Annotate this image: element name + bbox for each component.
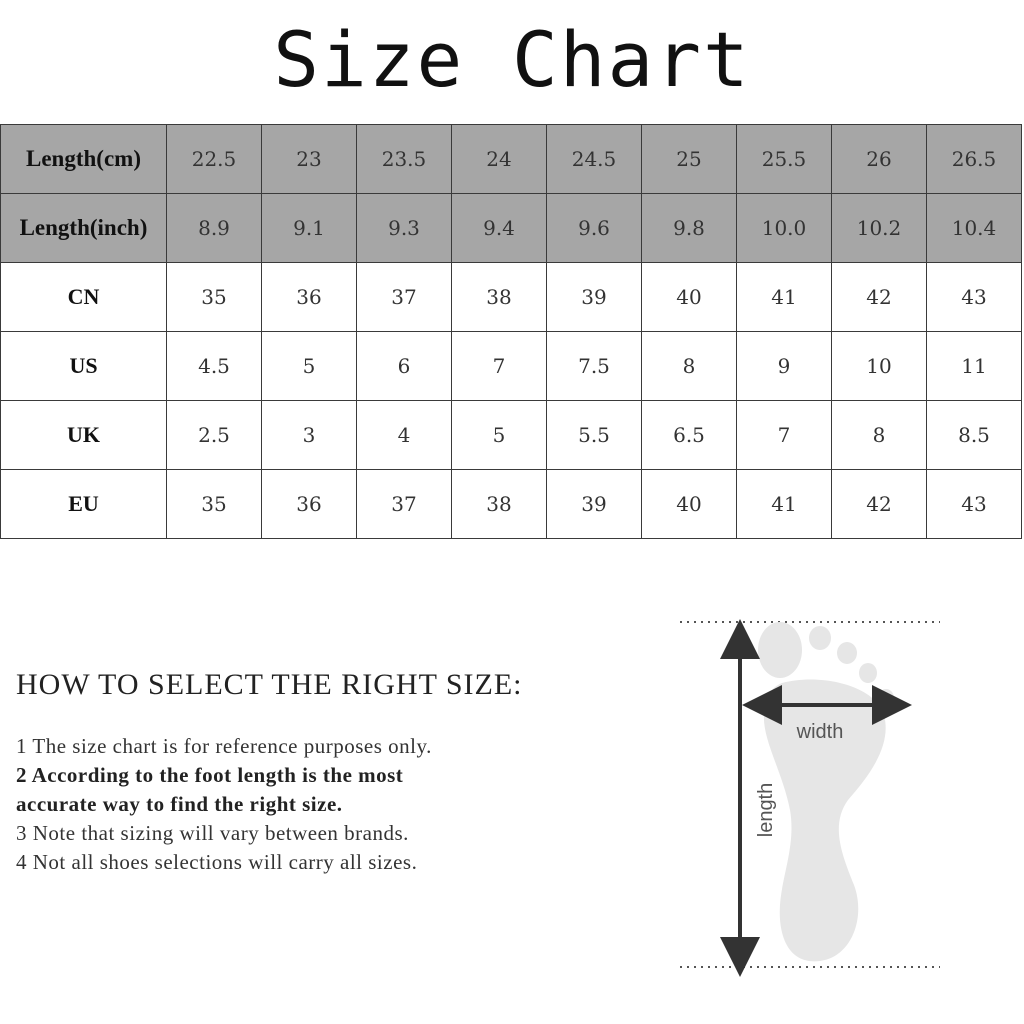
table-cell: 43 [927,263,1022,332]
table-cell: 38 [452,470,547,539]
table-cell: 23 [262,125,357,194]
table-cell: 39 [547,470,642,539]
tips-list [16,732,656,877]
table-cell: 39 [547,263,642,332]
table-cell: 8.5 [927,401,1022,470]
table-cell: 23.5 [357,125,452,194]
table-cell: 37 [357,470,452,539]
table-cell: 42 [832,263,927,332]
table-cell: 40 [642,263,737,332]
table-cell: 5 [452,401,547,470]
table-cell: 24.5 [547,125,642,194]
table-cell: 5 [262,332,357,401]
table-cell: 35 [167,470,262,539]
table-cell: 10.4 [927,194,1022,263]
footprint-icon [758,622,894,961]
table-cell: 37 [357,263,452,332]
table-cell: 11 [927,332,1022,401]
table-cell: 43 [927,470,1022,539]
table-cell: 10 [832,332,927,401]
table-cell: 8.9 [167,194,262,263]
table-row [1,194,1022,263]
table-cell: 8 [832,401,927,470]
row-header: EU [1,470,167,539]
foot-diagram [670,605,950,980]
table-cell: 4 [357,401,452,470]
table-cell: 9.1 [262,194,357,263]
table-cell: 7 [452,332,547,401]
row-header: CN [1,263,167,332]
table-cell: 6.5 [642,401,737,470]
tip-2: 2 According to the foot length is the most [16,763,404,787]
table-cell: 42 [832,470,927,539]
table-cell: 10.2 [832,194,927,263]
tip-4: 4 Not all shoes selections will carry all sizes. [16,850,418,874]
table-cell: 24 [452,125,547,194]
width-label: width [796,721,844,743]
table-cell: 25.5 [737,125,832,194]
table-cell: 9.6 [547,194,642,263]
table-cell: 7.5 [547,332,642,401]
table-cell: 36 [262,470,357,539]
row-header: US [1,332,167,401]
table-cell: 2.5 [167,401,262,470]
tip-2-continued: accurate way to find the right size. [16,792,343,816]
table-cell: 41 [737,470,832,539]
tip-1: 1 The size chart is for reference purposes only. [16,734,432,758]
row-header: UK [1,401,167,470]
table-cell: 7 [737,401,832,470]
table-cell: 26 [832,125,927,194]
table-cell: 26.5 [927,125,1022,194]
table-cell: 40 [642,470,737,539]
table-cell: 5.5 [547,401,642,470]
page-title: Size Chart [273,15,751,104]
table-cell: 9.3 [357,194,452,263]
table-cell: 9.8 [642,194,737,263]
size-table [0,124,1022,539]
table-cell: 3 [262,401,357,470]
table-cell: 22.5 [167,125,262,194]
table-row [1,401,1022,470]
table-cell: 9 [737,332,832,401]
row-header: Length(inch) [1,194,167,263]
length-label: length [755,782,777,838]
row-header: Length(cm) [1,125,167,194]
table-row [1,125,1022,194]
table-cell: 38 [452,263,547,332]
table-cell: 6 [357,332,452,401]
table-row [1,470,1022,539]
table-row [1,263,1022,332]
table-cell: 25 [642,125,737,194]
tip-3: 3 Note that sizing will vary between brands. [16,821,409,845]
table-cell: 36 [262,263,357,332]
table-cell: 4.5 [167,332,262,401]
table-cell: 41 [737,263,832,332]
guide-heading: HOW TO SELECT THE RIGHT SIZE: [16,668,523,701]
table-cell: 35 [167,263,262,332]
table-cell: 9.4 [452,194,547,263]
table-row [1,332,1022,401]
table-cell: 8 [642,332,737,401]
table-cell: 10.0 [737,194,832,263]
